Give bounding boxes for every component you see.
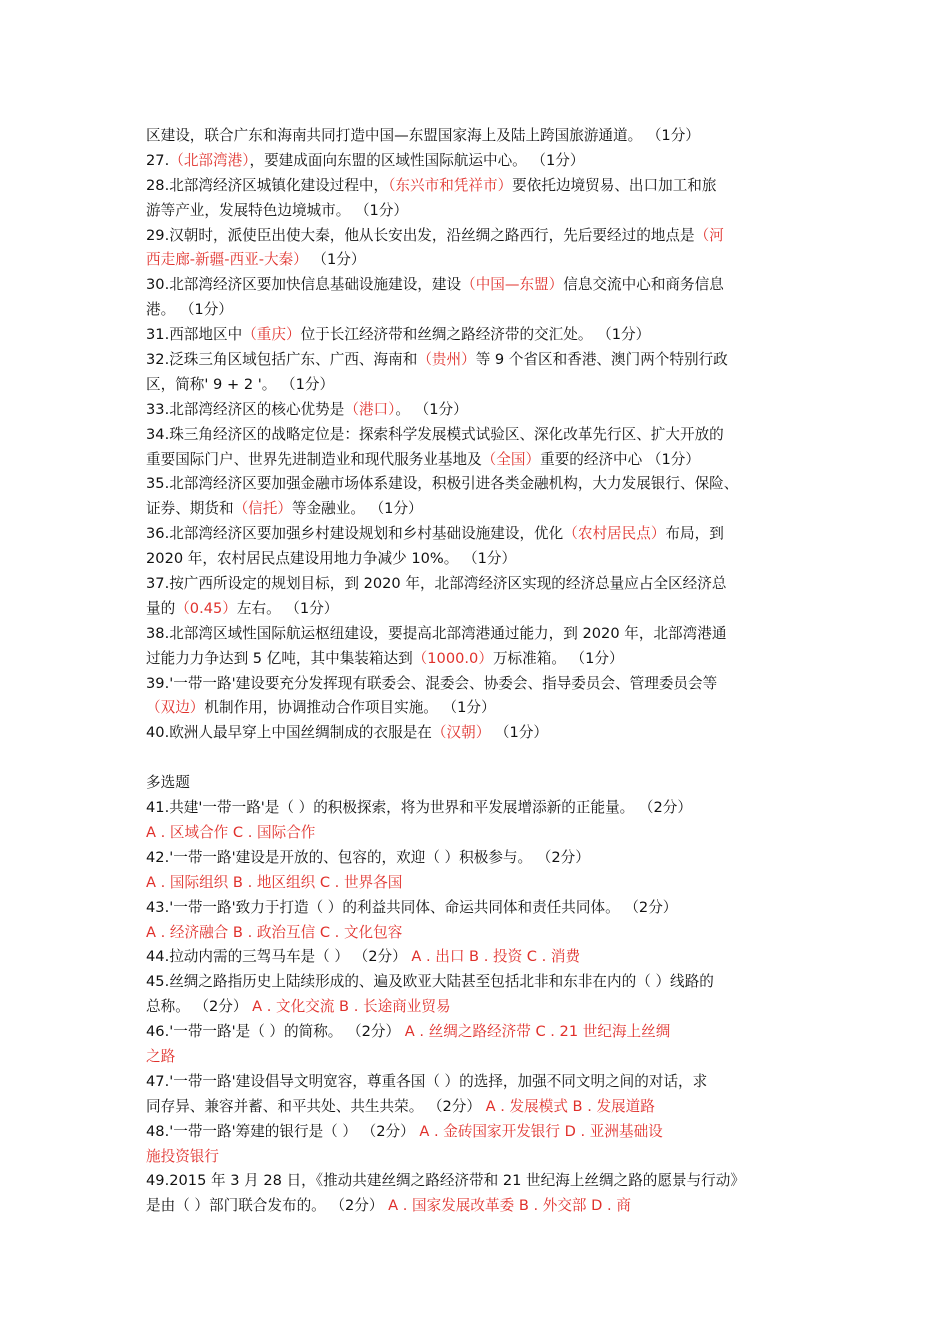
answer-text: （中国—东盟） <box>461 276 564 294</box>
text-line <box>146 472 818 497</box>
question-text: 49.2015 年 3 月 28 日，《推动共建丝绸之路经济带和 21 世纪海上丝绸之路的愿景与行动》 <box>146 1172 745 1190</box>
question-text: （1分） <box>490 724 549 742</box>
answer-text: （全国） <box>481 450 541 468</box>
question-text: 是由（ ）部门联合发布的。 （2分） <box>146 1197 389 1215</box>
question-text: 44.拉动内需的三驾马车是（ ） （2分） <box>146 948 412 966</box>
text-line <box>146 821 818 846</box>
answer-text: （信托） <box>233 500 292 518</box>
text-line <box>146 423 818 448</box>
text-line <box>146 174 818 199</box>
text-line <box>146 1169 818 1194</box>
text-line <box>146 149 818 174</box>
answer-text: A . 国际组织 B . 地区组织 C . 世界各国 <box>146 873 403 891</box>
text-line <box>146 771 818 796</box>
answer-text: （河 <box>694 226 724 244</box>
text-line <box>146 696 818 721</box>
text-line <box>146 522 818 547</box>
document-page <box>146 124 818 1219</box>
text-line <box>146 647 818 672</box>
answer-text: A . 经济融合 B . 政治互信 C . 文化包容 <box>146 923 403 941</box>
text-line <box>146 1045 818 1070</box>
text-line <box>146 199 818 224</box>
answer-text: 之路 <box>146 1047 176 1065</box>
question-text: 46.'一带一路'是（ ）的简称。 （2分） <box>146 1023 405 1041</box>
question-text: 机制作用，协调推动合作项目实施。 （1分） <box>204 699 496 717</box>
answer-text: （0.45） <box>175 599 237 617</box>
answer-text: （重庆） <box>242 326 301 344</box>
answer-text: A . 出口 B . 投资 C . 消费 <box>411 948 581 966</box>
question-text: 重要的经济中心 （1分） <box>540 450 700 468</box>
answer-text: （北部湾港） <box>169 151 250 169</box>
question-text: 41.共建'一带一路'是（ ）的积极探索，将为世界和平发展增添新的正能量。 （2分） <box>146 799 692 817</box>
question-text: （1分） <box>307 251 366 269</box>
question-text: 港。 （1分） <box>146 301 233 319</box>
question-text: 等 9 个省区和香港、澳门两个特别行政 <box>475 351 728 369</box>
question-text: 量的 <box>146 599 176 617</box>
answer-text: 西走廊-新疆-西亚-大秦） <box>146 251 308 269</box>
text-line <box>146 348 818 373</box>
question-text: 45.丝绸之路指历史上陆续形成的、遍及欧亚大陆甚至包括北非和东非在内的（ ）线路的 <box>146 973 714 991</box>
answer-text: （双边） <box>146 699 205 717</box>
question-text: 等金融业。 （1分） <box>291 500 423 518</box>
text-line <box>146 373 818 398</box>
text-line <box>146 672 818 697</box>
question-text: 重要国际门户、世界先进制造业和现代服务业基地及 <box>146 450 482 468</box>
question-text: 48.'一带一路'筹建的银行是（ ） （2分） <box>146 1122 420 1140</box>
question-text: 游等产业，发展特色边境城市。 （1分） <box>146 201 409 219</box>
answer-text: （汉朝） <box>431 724 491 742</box>
text-line <box>146 1020 818 1045</box>
answer-text: （东兴市和凭祥市） <box>388 176 513 194</box>
answer-text: A . 国家发展改革委 B . 外交部 D . 商 <box>388 1197 631 1215</box>
question-text: 33.北部湾经济区的核心优势是 <box>146 400 345 418</box>
answer-text: A . 金砖国家开发银行 D . 亚洲基础设 <box>419 1122 663 1140</box>
question-text: 信息交流中心和商务信息 <box>563 276 724 294</box>
blank-line <box>146 746 818 771</box>
text-line <box>146 298 818 323</box>
question-text: 要依托边境贸易、出口加工和旅 <box>512 176 717 194</box>
text-line <box>146 921 818 946</box>
question-text: 过能力力争达到 5 亿吨，其中集装箱达到 <box>146 649 413 667</box>
question-text: 29.汉朝时，派使臣出使大秦，他从长安出发，沿丝绸之路西行，先后要经过的地点是 <box>146 226 695 244</box>
question-text: 左右。 （1分） <box>236 599 339 617</box>
text-line <box>146 1120 818 1145</box>
text-line <box>146 1194 818 1219</box>
answer-text: A . 区域合作 C . 国际合作 <box>146 823 316 841</box>
question-text: 39.'一带一路'建设要充分发挥现有联委会、混委会、协委会、指导委员会、管理委员会等 <box>146 674 718 692</box>
question-text: 37.按广西所设定的规划目标，到 2020 年，北部湾经济区实现的经济总量应占全区经济总 <box>146 575 727 593</box>
question-text: 证券、期货和 <box>146 500 234 518</box>
text-line <box>146 1070 818 1095</box>
question-text: 28.北部湾经济区城镇化建设过程中， <box>146 176 389 194</box>
question-text: 34.珠三角经济区的战略定位是：探索科学发展模式试验区、深化改革先行区、扩大开放的 <box>146 425 724 443</box>
text-line <box>146 622 818 647</box>
answer-text: （港口） <box>344 400 396 418</box>
text-line <box>146 871 818 896</box>
text-line <box>146 1095 818 1120</box>
question-text: 总称。 （2分） <box>146 998 253 1016</box>
text-line <box>146 597 818 622</box>
text-line <box>146 248 818 273</box>
text-line <box>146 448 818 473</box>
text-line <box>146 547 818 572</box>
text-line <box>146 945 818 970</box>
question-text: ，要建成面向东盟的区域性国际航运中心。 （1分） <box>249 151 585 169</box>
question-text: 35.北部湾经济区要加强金融市场体系建设，积极引进各类金融机构，大力发展银行、保险、 <box>146 475 739 493</box>
question-text: 区建设，联合广东和海南共同打造中国—东盟国家海上及陆上跨国旅游通道。 （1分） <box>146 127 700 144</box>
question-text: 38.北部湾区域性国际航运枢纽建设，要提高北部湾港通过能力，到 2020 年，北部湾港通 <box>146 624 727 642</box>
question-text: 47.'一带一路'建设倡导文明宽容，尊重各国（ ）的选择，加强不同文明之间的对话，求 <box>146 1072 708 1090</box>
text-line <box>146 796 818 821</box>
text-line <box>146 846 818 871</box>
question-text: 位于长江经济带和丝绸之路经济带的交汇处。 （1分） <box>300 326 651 344</box>
question-text: 43.'一带一路'致力于打造（ ）的利益共同体、命运共同体和责任共同体。 （2分） <box>146 898 678 916</box>
question-text: 42.'一带一路'建设是开放的、包容的，欢迎（ ）积极参与。 （2分） <box>146 848 590 866</box>
question-text: 30.北部湾经济区要加快信息基础设施建设，建设 <box>146 276 462 294</box>
text-line <box>146 224 818 249</box>
question-text: 2020 年，农村居民点建设用地力争减少 10%。 （1分） <box>146 550 517 568</box>
question-text: 布局，到 <box>665 525 724 543</box>
answer-text: A . 文化交流 B . 长途商业贸易 <box>252 998 451 1016</box>
answer-text: （贵州） <box>417 351 476 369</box>
question-text: 区，简称' 9 + 2 '。 （1分） <box>146 375 335 393</box>
answer-text: A . 丝绸之路经济带 C . 21 世纪海上丝绸 <box>404 1023 671 1041</box>
text-line <box>146 572 818 597</box>
question-text: 36.北部湾经济区要加强乡村建设规划和乡村基础设施建设，优化 <box>146 525 564 543</box>
question-text: 27. <box>146 151 170 169</box>
question-text: 40.欧洲人最早穿上中国丝绸制成的衣服是在 <box>146 724 432 742</box>
answer-text: （1000.0） <box>412 649 493 667</box>
answer-text: （农村居民点） <box>563 525 666 543</box>
answer-text: 施投资银行 <box>146 1147 219 1165</box>
question-text: 万标准箱。 （1分） <box>492 649 624 667</box>
question-text: 32.泛珠三角区域包括广东、广西、海南和 <box>146 351 418 369</box>
question-text: 31.西部地区中 <box>146 326 243 344</box>
text-line <box>146 1145 818 1170</box>
text-line <box>146 497 818 522</box>
question-text: 同存异、兼容并蓄、和平共处、共生共荣。 （2分） <box>146 1097 486 1115</box>
text-line <box>146 273 818 298</box>
question-text: 多选题 <box>146 774 190 792</box>
text-line <box>146 398 818 423</box>
text-line <box>146 896 818 921</box>
question-text: 。 （1分） <box>395 400 468 418</box>
answer-text: A . 发展模式 B . 发展道路 <box>485 1097 655 1115</box>
text-line <box>146 970 818 995</box>
text-line <box>146 323 818 348</box>
text-line <box>146 721 818 746</box>
text-line <box>146 995 818 1020</box>
text-line <box>146 124 818 149</box>
